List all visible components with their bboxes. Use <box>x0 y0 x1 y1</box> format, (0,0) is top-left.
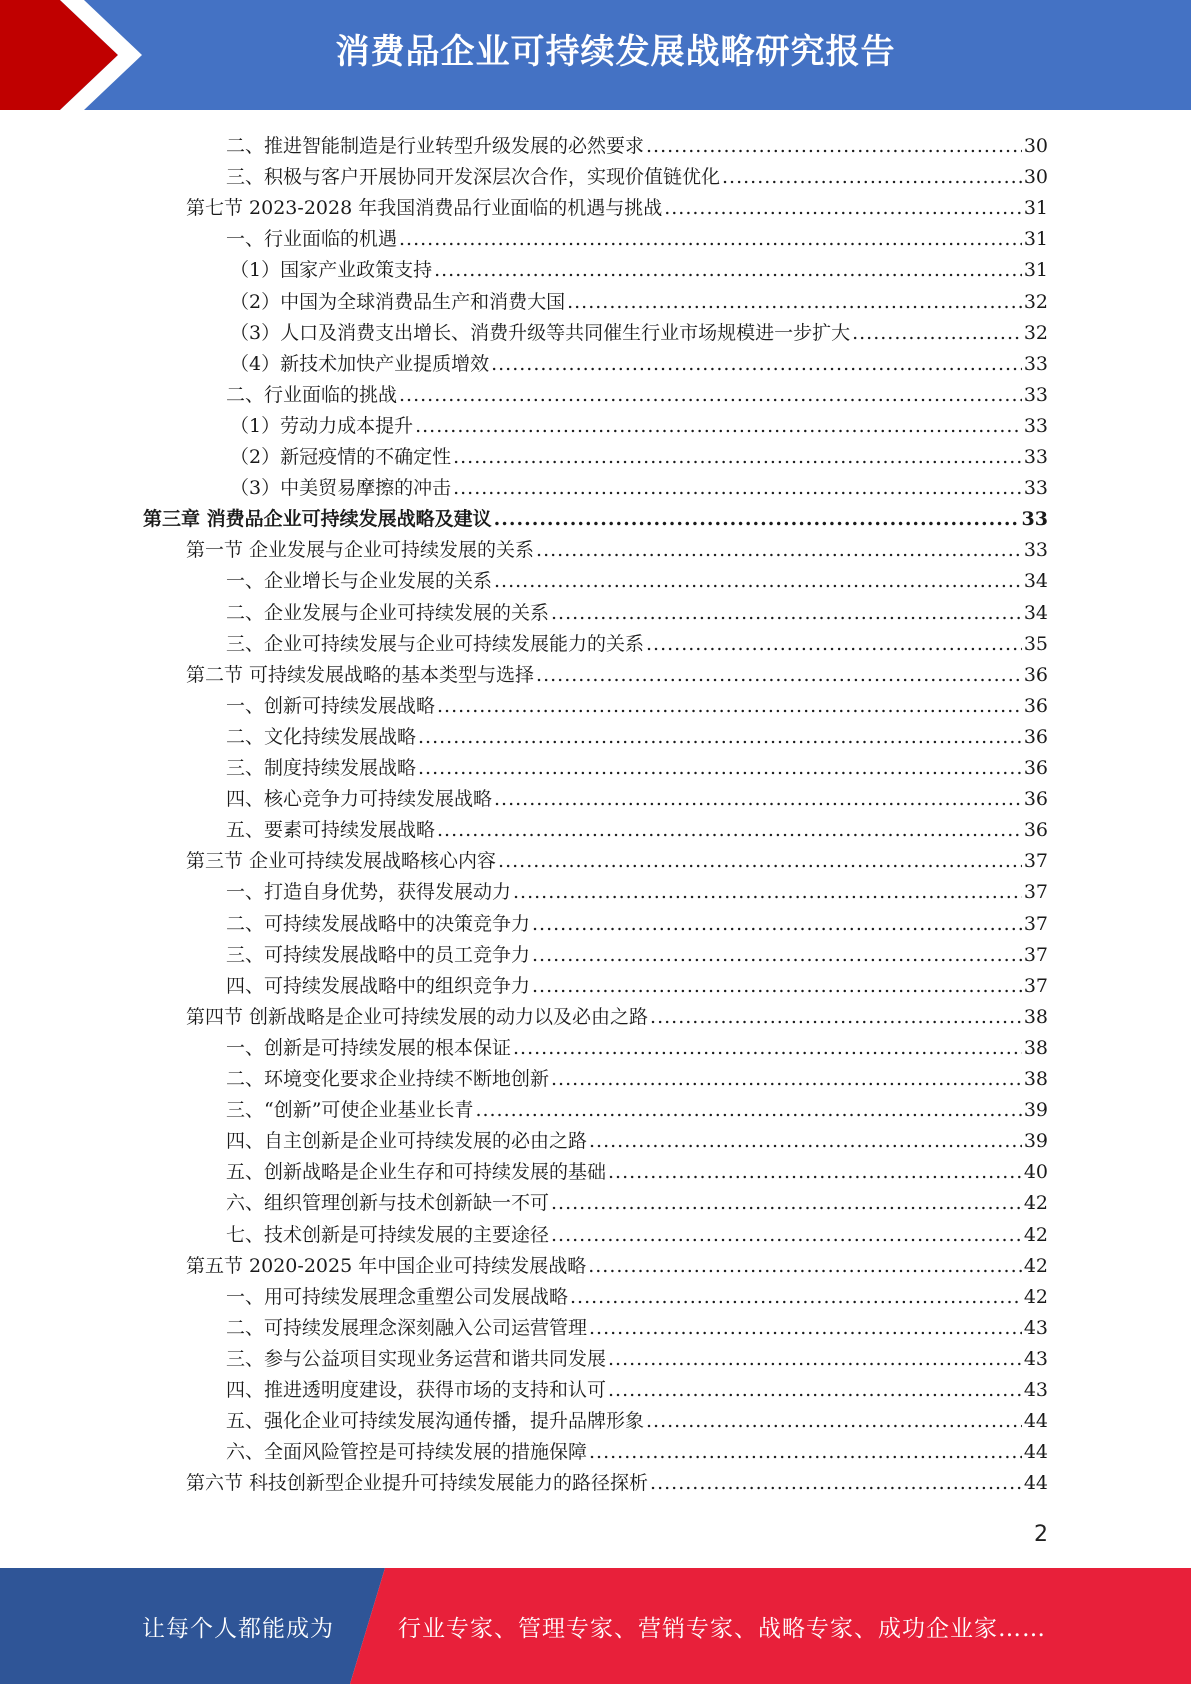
toc-entry-title: 六、全面风险管控是可持续发展的措施保障 <box>226 1441 588 1464</box>
toc-dot-leader <box>664 195 1022 221</box>
toc-entry-page: 33 <box>1023 446 1048 468</box>
toc-entry-page: 42 <box>1023 1285 1048 1308</box>
toc-entry-title: 二、可持续发展战略中的决策竞争力 <box>226 912 531 935</box>
toc-entry[interactable] <box>226 159 1048 190</box>
toc-entry-title: 二、推进智能制造是行业转型升级发展的必然要求 <box>226 135 645 157</box>
footer-slogan-left: 让每个人都能成为 <box>142 1616 334 1642</box>
toc-entry[interactable] <box>226 781 1048 812</box>
toc-entry[interactable] <box>226 563 1048 594</box>
toc-entry-page: 40 <box>1023 1161 1048 1184</box>
toc-entry-page: 42 <box>1023 1223 1048 1246</box>
toc-dot-leader <box>415 413 1022 439</box>
toc-dot-leader <box>494 568 1022 594</box>
toc-entry-page: 37 <box>1023 881 1048 904</box>
toc-dot-leader <box>608 1346 1022 1372</box>
toc-entry-page: 42 <box>1023 1192 1048 1215</box>
toc-entry-page: 35 <box>1023 632 1048 655</box>
toc-entry[interactable] <box>226 812 1048 843</box>
toc-dot-leader <box>551 1066 1022 1092</box>
toc-entry-page: 36 <box>1023 694 1048 717</box>
toc-entry-title: 第四节 创新战略是企业可持续发展的动力以及必由之路 <box>186 1005 649 1028</box>
toc-entry-title: 二、环境变化要求企业持续不断地创新 <box>226 1068 550 1090</box>
toc-entry[interactable] <box>226 1092 1048 1123</box>
toc-entry-title: 二、企业发展与企业可持续发展的关系 <box>226 601 550 624</box>
toc-dot-leader <box>453 475 1022 501</box>
toc-entry-title: 一、创新可持续发展战略 <box>226 694 436 717</box>
toc-entry[interactable] <box>186 532 1048 563</box>
toc-entry[interactable] <box>230 408 1048 439</box>
toc-dot-leader <box>532 973 1022 999</box>
toc-entry[interactable] <box>226 1341 1048 1372</box>
toc-dot-leader <box>536 537 1022 563</box>
toc-entry-title: 第一节 企业发展与企业可持续发展的关系 <box>186 539 535 562</box>
toc-entry[interactable] <box>226 719 1048 750</box>
toc-entry-page: 38 <box>1023 1005 1048 1028</box>
toc-entry[interactable] <box>226 688 1048 719</box>
toc-dot-leader <box>418 755 1022 781</box>
toc-entry-title: （3）人口及消费支出增长、消费升级等共同催生行业市场规模进一步扩大 <box>230 321 851 344</box>
page-number: 2 <box>1034 1522 1048 1547</box>
toc-entry-title: 一、用可持续发展理念重塑公司发展战略 <box>226 1285 569 1308</box>
toc-entry[interactable] <box>186 843 1048 874</box>
toc-entry-title: 第五节 2020-2025 年中国企业可持续发展战略 <box>186 1254 587 1277</box>
toc-entry[interactable] <box>226 1372 1048 1403</box>
toc-dot-leader <box>608 1377 1022 1403</box>
toc-entry-title: 四、自主创新是企业可持续发展的必由之路 <box>226 1130 588 1153</box>
toc-entry[interactable] <box>226 750 1048 781</box>
toc-entry-title: 三、可持续发展战略中的员工竞争力 <box>226 943 531 966</box>
toc-entry-page: 44 <box>1023 1472 1048 1495</box>
toc-entry-page: 37 <box>1023 850 1048 873</box>
toc-dot-leader <box>399 226 1022 252</box>
report-title: 消费品企业可持续发展战略研究报告 <box>335 32 896 72</box>
toc-entry-title: （3）中美贸易摩擦的冲击 <box>230 477 452 500</box>
toc-entry-page: 36 <box>1023 788 1048 811</box>
toc-entry-title: 一、创新是可持续发展的根本保证 <box>226 1036 512 1059</box>
toc-entry[interactable] <box>226 874 1048 905</box>
toc-entry[interactable] <box>226 1154 1048 1185</box>
toc-dot-leader <box>498 848 1022 874</box>
toc-entry-page: 31 <box>1023 228 1048 251</box>
toc-entry-page: 30 <box>1023 166 1048 189</box>
toc-entry[interactable] <box>186 999 1048 1030</box>
toc-dot-leader <box>567 289 1022 315</box>
toc-entry[interactable] <box>226 595 1048 626</box>
toc-entry-page: 34 <box>1023 601 1048 624</box>
toc-dot-leader <box>453 444 1022 470</box>
toc-entry-title: 第七节 2023-2028 年我国消费品行业面临的机遇与挑战 <box>186 197 663 220</box>
toc-entry-page: 36 <box>1023 819 1048 842</box>
toc-entry-page: 39 <box>1023 1130 1048 1153</box>
toc-entry[interactable] <box>230 315 1048 346</box>
toc-entry-title: 二、文化持续发展战略 <box>226 725 417 748</box>
toc-entry-page: 33 <box>1023 383 1048 406</box>
toc-dot-leader <box>570 1284 1022 1310</box>
toc-entry-title: （4）新技术加快产业提质增效 <box>230 352 490 375</box>
toc-dot-leader <box>646 1408 1022 1434</box>
toc-entry-page: 38 <box>1023 1068 1048 1090</box>
footer-slogan-right: 行业专家、管理专家、营销专家、战略专家、成功企业家…… <box>398 1616 1046 1642</box>
toc-dot-leader <box>588 1253 1022 1279</box>
toc-dot-leader <box>491 351 1022 377</box>
toc-entry-page: 43 <box>1023 1316 1048 1339</box>
toc-entry[interactable] <box>186 1248 1048 1279</box>
toc-entry[interactable] <box>226 221 1048 252</box>
toc-dot-leader <box>722 164 1022 190</box>
toc-dot-leader <box>532 942 1022 968</box>
toc-entry-page: 31 <box>1023 259 1048 282</box>
toc-entry-title: 二、行业面临的挑战 <box>226 383 398 406</box>
toc-entry-page: 36 <box>1023 757 1048 779</box>
toc-entry-page: 33 <box>1021 508 1048 531</box>
toc-entry-title: 四、核心竞争力可持续发展战略 <box>226 788 493 811</box>
toc-entry[interactable] <box>226 906 1048 937</box>
toc-entry[interactable] <box>226 1279 1048 1310</box>
toc-entry[interactable] <box>226 937 1048 968</box>
toc-entry-page: 33 <box>1023 539 1048 562</box>
toc-entry-title: 二、可持续发展理念深刻融入公司运营管理 <box>226 1316 588 1339</box>
toc-entry-title: 四、推进透明度建设，获得市场的支持和认可 <box>226 1379 607 1401</box>
toc-entry-title: （1）劳动力成本提升 <box>230 414 414 437</box>
toc-entry-title: 三、企业可持续发展与企业可持续发展能力的关系 <box>226 632 645 655</box>
toc-dot-leader <box>589 1128 1022 1154</box>
toc-entry-page: 33 <box>1023 477 1048 500</box>
toc-entry[interactable] <box>186 657 1048 688</box>
toc-entry[interactable] <box>226 1185 1048 1216</box>
toc-dot-leader <box>532 911 1022 937</box>
toc-dot-leader <box>475 1097 1021 1123</box>
toc-entry-page: 36 <box>1023 663 1048 686</box>
toc-entry[interactable] <box>143 501 1048 532</box>
toc-entry[interactable] <box>226 128 1048 159</box>
toc-entry[interactable] <box>230 346 1048 377</box>
toc-dot-leader <box>513 1035 1022 1061</box>
toc-dot-leader <box>650 1470 1022 1496</box>
toc-entry[interactable] <box>186 1465 1048 1496</box>
toc-entry-page: 37 <box>1023 974 1048 997</box>
toc-dot-leader <box>551 600 1022 626</box>
toc-entry-title: 第六节 科技创新型企业提升可持续发展能力的路径探析 <box>186 1472 649 1495</box>
toc-entry-title: 三、“创新”可使企业基业长青 <box>226 1099 474 1122</box>
toc-dot-leader <box>437 693 1022 719</box>
toc-entry[interactable] <box>230 284 1048 315</box>
toc-entry-page: 42 <box>1023 1254 1048 1277</box>
toc-entry-title: 三、参与公益项目实现业务运营和谐共同发展 <box>226 1347 607 1370</box>
toc-entry-page: 37 <box>1023 912 1048 935</box>
toc-entry-page: 33 <box>1023 352 1048 375</box>
toc-entry[interactable] <box>230 439 1048 470</box>
toc-entry[interactable] <box>226 1310 1048 1341</box>
toc-entry[interactable] <box>226 968 1048 999</box>
toc-entry-page: 43 <box>1023 1379 1048 1401</box>
toc-entry[interactable] <box>226 1123 1048 1154</box>
toc-entry-title: 第三章 消费品企业可持续发展战略及建议 <box>143 508 492 531</box>
toc-dot-leader <box>536 662 1022 688</box>
toc-dot-leader <box>494 506 1020 532</box>
toc-entry-title: 三、积极与客户开展协同开发深层次合作，实现价值链优化 <box>226 166 721 189</box>
toc-entry-page: 34 <box>1023 570 1048 593</box>
toc-dot-leader <box>437 817 1022 843</box>
toc-entry[interactable] <box>226 626 1048 657</box>
toc-entry-page: 33 <box>1023 414 1048 437</box>
toc-entry-page: 43 <box>1023 1347 1048 1370</box>
toc-entry-title: 四、可持续发展战略中的组织竞争力 <box>226 974 531 997</box>
toc-entry[interactable] <box>226 1434 1048 1465</box>
toc-entry-title: 五、创新战略是企业生存和可持续发展的基础 <box>226 1161 607 1184</box>
toc-dot-leader <box>494 786 1022 812</box>
toc-entry-page: 31 <box>1023 197 1048 220</box>
toc-entry[interactable] <box>226 1403 1048 1434</box>
toc-entry-page: 44 <box>1023 1441 1048 1464</box>
page-header <box>0 0 1191 110</box>
toc-entry[interactable] <box>230 470 1048 501</box>
toc-dot-leader <box>589 1315 1022 1341</box>
toc-entry[interactable] <box>186 190 1048 221</box>
toc-dot-leader <box>513 879 1022 905</box>
toc-entry-title: 六、组织管理创新与技术创新缺一不可 <box>226 1192 550 1215</box>
toc-entry-page: 32 <box>1023 290 1048 313</box>
toc-dot-leader <box>646 631 1022 657</box>
toc-dot-leader <box>650 1004 1022 1030</box>
toc-entry[interactable] <box>226 377 1048 408</box>
page-footer <box>0 1568 1191 1684</box>
toc-entry-title: （2）中国为全球消费品生产和消费大国 <box>230 290 566 313</box>
toc-dot-leader <box>434 257 1022 283</box>
toc-dot-leader <box>551 1222 1022 1248</box>
toc-entry-title: 一、打造自身优势，获得发展动力 <box>226 881 512 904</box>
toc-dot-leader <box>589 1439 1022 1465</box>
toc-entry-page: 36 <box>1023 725 1048 748</box>
toc-entry-page: 38 <box>1023 1036 1048 1059</box>
toc-entry-title: 第三节 企业可持续发展战略核心内容 <box>186 850 497 873</box>
toc-entry-title: 七、技术创新是可持续发展的主要途径 <box>226 1223 550 1246</box>
toc-entry-page: 39 <box>1023 1099 1048 1122</box>
toc-dot-leader <box>418 724 1022 750</box>
toc-entry[interactable] <box>226 1217 1048 1248</box>
toc-entry-title: 第二节 可持续发展战略的基本类型与选择 <box>186 663 535 686</box>
toc-entry-title: （1）国家产业政策支持 <box>230 259 433 282</box>
toc-dot-leader <box>399 382 1022 408</box>
toc-entry-title: 一、行业面临的机遇 <box>226 228 398 251</box>
toc-entry-page: 37 <box>1023 943 1048 966</box>
toc-entry-title: 五、强化企业可持续发展沟通传播，提升品牌形象 <box>226 1410 645 1433</box>
toc-dot-leader <box>852 320 1022 346</box>
toc-dot-leader <box>646 133 1022 159</box>
toc-entry-page: 44 <box>1023 1410 1048 1433</box>
toc-entry-title: （2）新冠疫情的不确定性 <box>230 446 452 468</box>
toc-entry[interactable] <box>226 1030 1048 1061</box>
toc-entry-title: 五、要素可持续发展战略 <box>226 819 436 842</box>
toc-dot-leader <box>551 1190 1022 1216</box>
toc-dot-leader <box>608 1159 1022 1185</box>
toc-entry[interactable] <box>226 1061 1048 1092</box>
toc-entry-title: 一、企业增长与企业发展的关系 <box>226 570 493 593</box>
toc-entry-title: 三、制度持续发展战略 <box>226 757 417 779</box>
toc-entry-page: 30 <box>1023 135 1048 157</box>
toc-entry-page: 32 <box>1023 321 1048 344</box>
toc-entry[interactable] <box>230 252 1048 283</box>
